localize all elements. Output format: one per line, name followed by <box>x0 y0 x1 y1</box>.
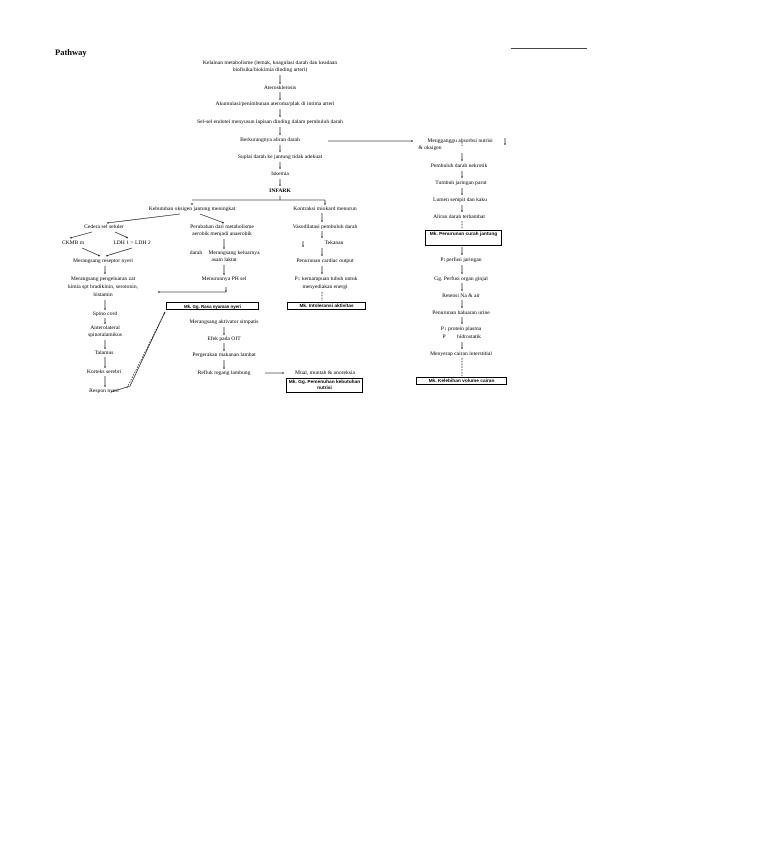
node-oxygen-demand: Kebutuhan oksigen jantung meningkat <box>148 206 236 212</box>
node-cell-ph: Menurunnya PH sel <box>201 276 247 282</box>
node-metabolism-change: Perubahan dari metabolisme <box>190 224 254 230</box>
arrow-response-to-pain-box <box>130 312 165 386</box>
arrow-ckmb-receptor <box>82 248 100 256</box>
node-gastric-reflux: Refluk regang lambung <box>197 370 251 376</box>
node-interstitial: Menyerap cairan interstitial <box>430 351 492 357</box>
node-narrow-lumen: Lumen sempit dan kaku <box>433 197 487 203</box>
node-metabolic-disorder: Kelainan metabolisme (lemak, koagulasi darah dan keadaan <box>202 60 338 66</box>
diagnosis-box-cardiac: Mk. Penurunan curah jantung <box>425 230 502 246</box>
node-pain-response: Respon nyeri <box>89 388 119 394</box>
node-cardiac-output: Penurunan cardiac output <box>296 258 354 264</box>
node-atherosclerosis: Aterosklerosis <box>263 85 297 91</box>
node-inadequate-supply: Suplai darah ke jantung tidak adekuat <box>237 154 323 160</box>
response-tail <box>111 386 130 392</box>
node-tissue-perfusion: P↓perfusi jaringan <box>440 257 482 263</box>
node-sympathetic: Merangsang aktivator simpatis <box>189 319 259 325</box>
node-blood-blocked: Aliran darah terhambat <box>433 214 485 220</box>
node-stimulate-release: Merangsang keluarnya <box>208 250 260 256</box>
node-plasma-protein: P↓ protein plasma <box>440 326 482 332</box>
arrow-metabolism <box>200 214 224 223</box>
diagnosis-box-nutrition: Mk. Gg. Pemenuhan kebutuhan nutrisi <box>286 378 363 393</box>
diagnosis-box-activity: Mk. Intoleransi aktivitas <box>287 302 366 310</box>
diagnosis-box-pain: Mk. Gg. Rasa nyaman nyeri <box>166 302 259 310</box>
arrow-ldh <box>115 232 128 238</box>
node-metabolic-disorder-detail: biofisika/biokimia dinding arteri) <box>232 67 308 73</box>
node-energy-capacity: P↓ kemampuan tubuh untuk <box>294 276 358 282</box>
node-endothelial-cells: Sel-sel endotel menyusun lapisan dinding dalam pembuluh darah <box>197 119 343 125</box>
node-energy-capacity-2: menyediakan energi <box>302 284 348 290</box>
node-p: P <box>442 334 446 340</box>
node-metabolism-change-detail: aerobik menjadi anaerobik <box>192 231 252 237</box>
arrow-cell-injury <box>107 214 180 223</box>
node-necrotic: Pembuluh darah nekrotik <box>430 163 488 169</box>
node-urine-output: Penurunan haluaran urine <box>432 310 490 316</box>
node-spinal-cord: Spino cord <box>92 311 118 317</box>
node-oit-effect: Efek pada OIT <box>207 336 241 342</box>
node-ldh: LDH 1 > LDH 2 <box>113 240 151 246</box>
node-ischemia: Iskemia <box>271 171 289 177</box>
node-cortex: Korteks serebri <box>86 369 122 375</box>
node-thalamus: Talamus <box>94 350 114 356</box>
node-chemical-release-2: kimia spt bradikinin, serotonin, <box>67 284 139 290</box>
node-pain-receptor: Merangsang reseptor nyeri <box>73 258 133 264</box>
node-spinothalamic: spinotalamikus <box>88 332 122 338</box>
node-vasodilation: Vasodilatasi pembuluh darah <box>292 224 358 230</box>
node-ckmb: CKMB m <box>61 240 85 246</box>
node-scar-tissue: Tumbuh jaringan parut <box>435 180 487 186</box>
node-hydrostatic: hidrostatik <box>457 334 481 340</box>
node-cell-injury: Cedera sel seluler <box>84 224 124 230</box>
node-renal-perfusion: Gg. Perfusi organ ginjal <box>434 276 488 282</box>
node-absorption: Mengganggu absorbsi nutrisi <box>427 138 493 144</box>
node-slow-food: Pergerakan makanan lambat <box>192 352 256 358</box>
node-myocard-contraction: Kontraksi miokard menurun <box>293 206 357 212</box>
node-absorption-2: & oksigen <box>418 145 442 151</box>
node-infark: INFARK <box>269 188 291 194</box>
diagnosis-box-fluid: Mk. Kelebihan volume cairan <box>416 377 507 385</box>
node-chemical-release: Merangsang pengeluaran zat <box>70 276 136 282</box>
node-anterolateral: Anterolateral <box>90 325 120 331</box>
page-title: Pathway <box>55 47 87 57</box>
node-pressure: Tekanan <box>324 240 344 246</box>
node-plaque-accumulation: Akumulasi/penimbunan ateroma/plak di intima arteri <box>215 101 335 107</box>
node-reduced-blood-flow: Berkurangnya aliran darah <box>240 137 300 143</box>
node-nausea: Mual, muntah & anoreksia <box>295 370 355 376</box>
arrow-ckmb <box>70 232 92 238</box>
node-sodium-retention: Retensi Na & air <box>442 293 480 299</box>
node-lactic-acid: asam laktat <box>211 257 237 263</box>
node-chemical-release-3: histamin <box>93 292 113 298</box>
arrow-ldh-receptor <box>106 248 132 256</box>
node-blood: darah <box>189 250 203 256</box>
